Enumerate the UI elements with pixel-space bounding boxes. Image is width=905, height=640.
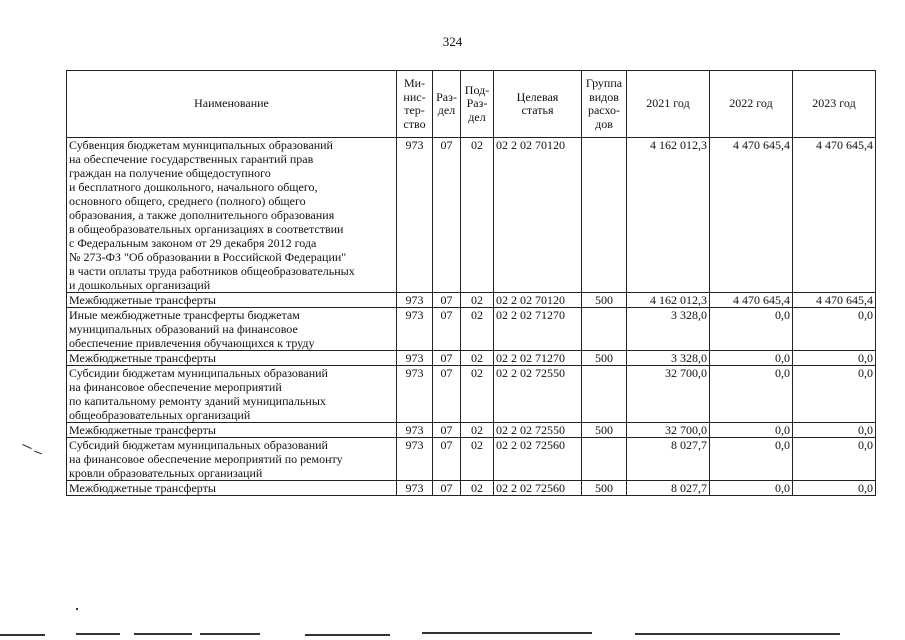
name-line: общеобразовательных организаций	[69, 408, 251, 422]
table-header-row	[67, 71, 876, 138]
scan-artifact	[0, 634, 45, 636]
header-expense-group	[582, 71, 627, 138]
ministry-cell: 973	[397, 138, 433, 293]
header-line: Раз-	[436, 89, 457, 104]
name-line: Межбюджетные трансферты	[69, 423, 216, 437]
subsection-cell: 02	[461, 423, 494, 438]
header-line: видов	[589, 89, 619, 104]
amount-2022-cell: 0,0	[710, 423, 793, 438]
name-line: на обеспечение государственных гарантий прав	[69, 152, 314, 166]
target-article-cell: 02 2 02 72560	[494, 481, 582, 496]
amount-2023-cell: 0,0	[793, 481, 876, 496]
scan-artifact	[305, 634, 390, 636]
header-line: статья	[521, 103, 554, 117]
amount-2022-cell: 0,0	[710, 438, 793, 481]
name-line: в общеобразовательных организациях в соответствии	[69, 222, 344, 236]
name-cell	[67, 366, 397, 423]
name-line: в части оплаты труда работников общеобразовательных	[69, 264, 355, 278]
target-article-cell: 02 2 02 71270	[494, 351, 582, 366]
subsection-cell: 02	[461, 293, 494, 308]
subsection-cell: 02	[461, 438, 494, 481]
header-year-2023: 2023 год	[793, 71, 876, 138]
amount-2023-cell: 0,0	[793, 423, 876, 438]
expense-group-cell	[582, 366, 627, 423]
ministry-cell: 973	[397, 308, 433, 351]
name-cell	[67, 438, 397, 481]
section-cell: 07	[433, 138, 461, 293]
expense-group-cell: 500	[582, 351, 627, 366]
name-line: граждан на получение общедоступного	[69, 166, 271, 180]
name-line: основного общего, среднего (полного) общего	[69, 194, 306, 208]
amount-2023-cell: 0,0	[793, 308, 876, 351]
scan-artifact	[422, 632, 592, 634]
ministry-cell: 973	[397, 481, 433, 496]
amount-2023-cell: 4 470 645,4	[793, 293, 876, 308]
name-line: на финансовое обеспечение мероприятий	[69, 380, 282, 394]
amount-2021-cell: 4 162 012,3	[627, 138, 710, 293]
amount-2023-cell: 0,0	[793, 351, 876, 366]
target-article-cell: 02 2 02 72550	[494, 423, 582, 438]
scan-artifact	[34, 451, 42, 455]
name-line: № 273-ФЗ "Об образовании в Российской Федерации"	[69, 250, 347, 264]
page-number: 324	[442, 34, 463, 49]
name-line: Межбюджетные трансферты	[69, 293, 216, 307]
ministry-cell: 973	[397, 366, 433, 423]
header-line: тер-	[404, 103, 425, 117]
section-cell: 07	[433, 423, 461, 438]
amount-2023-cell: 0,0	[793, 438, 876, 481]
amount-2021-cell: 3 328,0	[627, 351, 710, 366]
header-line: дел	[437, 103, 456, 117]
scan-artifact	[134, 633, 192, 635]
header-section	[433, 71, 461, 138]
header-year-2022: 2022 год	[710, 71, 793, 138]
table-row	[67, 351, 876, 366]
header-line: нис-	[403, 89, 426, 104]
table-row	[67, 366, 876, 423]
name-line: кровли образовательных организаций	[69, 466, 263, 480]
header-line: Раз-	[466, 96, 488, 111]
header-line: ство	[403, 116, 426, 131]
expense-group-cell: 500	[582, 481, 627, 496]
subsection-cell: 02	[461, 138, 494, 293]
expense-group-cell	[582, 438, 627, 481]
ministry-cell: 973	[397, 293, 433, 308]
scan-artifact	[76, 608, 78, 610]
amount-2022-cell: 4 470 645,4	[710, 138, 793, 293]
ministry-cell: 973	[397, 438, 433, 481]
name-line: и бесплатного дошкольного, начального общего,	[69, 180, 318, 194]
amount-2021-cell: 8 027,7	[627, 438, 710, 481]
name-line: с Федеральным законом от 29 декабря 2012 года	[69, 236, 317, 250]
name-cell	[67, 138, 397, 293]
header-line: Целевая	[516, 89, 559, 104]
budget-table	[66, 70, 876, 496]
amount-2021-cell: 8 027,7	[627, 481, 710, 496]
name-line: по капитальному ремонту зданий муниципальных	[69, 394, 326, 408]
table-row	[67, 138, 876, 293]
amount-2021-cell: 32 700,0	[627, 366, 710, 423]
section-cell: 07	[433, 351, 461, 366]
name-line: обеспечение привлечения обучающихся к труду	[69, 336, 315, 350]
header-line: дов	[595, 116, 613, 131]
section-cell: 07	[433, 308, 461, 351]
expense-group-cell: 500	[582, 293, 627, 308]
subsection-cell: 02	[461, 366, 494, 423]
name-line: Межбюджетные трансферты	[69, 351, 216, 365]
amount-2021-cell: 3 328,0	[627, 308, 710, 351]
amount-2022-cell: 0,0	[710, 351, 793, 366]
subsection-cell: 02	[461, 308, 494, 351]
table-row	[67, 423, 876, 438]
name-line: Субсидий бюджетам муниципальных образований	[69, 438, 328, 452]
target-article-cell: 02 2 02 71270	[494, 308, 582, 351]
name-line: Межбюджетные трансферты	[69, 481, 216, 495]
amount-2023-cell: 4 470 645,4	[793, 138, 876, 293]
name-line: и дошкольных организаций	[69, 278, 211, 292]
name-cell	[67, 423, 397, 438]
name-line: на финансовое обеспечение мероприятий по ремонту	[69, 452, 343, 466]
amount-2023-cell: 0,0	[793, 366, 876, 423]
table-row	[67, 481, 876, 496]
header-line: Группа	[585, 76, 623, 90]
amount-2021-cell: 4 162 012,3	[627, 293, 710, 308]
name-cell	[67, 481, 397, 496]
section-cell: 07	[433, 438, 461, 481]
table-row	[67, 308, 876, 351]
amount-2022-cell: 4 470 645,4	[710, 293, 793, 308]
expense-group-cell	[582, 138, 627, 293]
table-body	[67, 138, 876, 496]
subsection-cell: 02	[461, 351, 494, 366]
name-line: Субсидии бюджетам муниципальных образований	[69, 366, 328, 380]
amount-2022-cell: 0,0	[710, 481, 793, 496]
header-line: Ми-	[403, 76, 426, 90]
header-subsection	[461, 71, 494, 138]
table-row	[67, 438, 876, 481]
name-line: муниципальных образований на финансовое	[69, 322, 298, 336]
target-article-cell: 02 2 02 72560	[494, 438, 582, 481]
scan-artifact	[76, 633, 120, 635]
amount-2022-cell: 0,0	[710, 308, 793, 351]
scan-artifact	[22, 444, 31, 449]
section-cell: 07	[433, 366, 461, 423]
section-cell: 07	[433, 481, 461, 496]
expense-group-cell	[582, 308, 627, 351]
name-line: образования, а также дополнительного образования	[69, 208, 335, 222]
table-row	[67, 293, 876, 308]
ministry-cell: 973	[397, 351, 433, 366]
target-article-cell: 02 2 02 70120	[494, 293, 582, 308]
name-cell	[67, 351, 397, 366]
section-cell: 07	[433, 293, 461, 308]
name-cell	[67, 293, 397, 308]
scan-artifact	[635, 633, 840, 635]
header-line: дел	[468, 109, 486, 124]
ministry-cell: 973	[397, 423, 433, 438]
header-year-2021: 2021 год	[627, 71, 710, 138]
amount-2022-cell: 0,0	[710, 366, 793, 423]
target-article-cell: 02 2 02 72550	[494, 366, 582, 423]
name-line: Субвенция бюджетам муниципальных образований	[69, 138, 333, 152]
header-line: расхо-	[587, 103, 621, 117]
amount-2021-cell: 32 700,0	[627, 423, 710, 438]
target-article-cell: 02 2 02 70120	[494, 138, 582, 293]
name-cell	[67, 308, 397, 351]
header-name: Наименование	[67, 71, 397, 138]
scan-artifact	[200, 633, 260, 635]
expense-group-cell: 500	[582, 423, 627, 438]
header-line: Под-	[464, 82, 490, 97]
header-ministry	[397, 71, 433, 138]
name-line: Иные межбюджетные трансферты бюджетам	[69, 308, 300, 322]
subsection-cell: 02	[461, 481, 494, 496]
header-target-article	[494, 71, 582, 138]
